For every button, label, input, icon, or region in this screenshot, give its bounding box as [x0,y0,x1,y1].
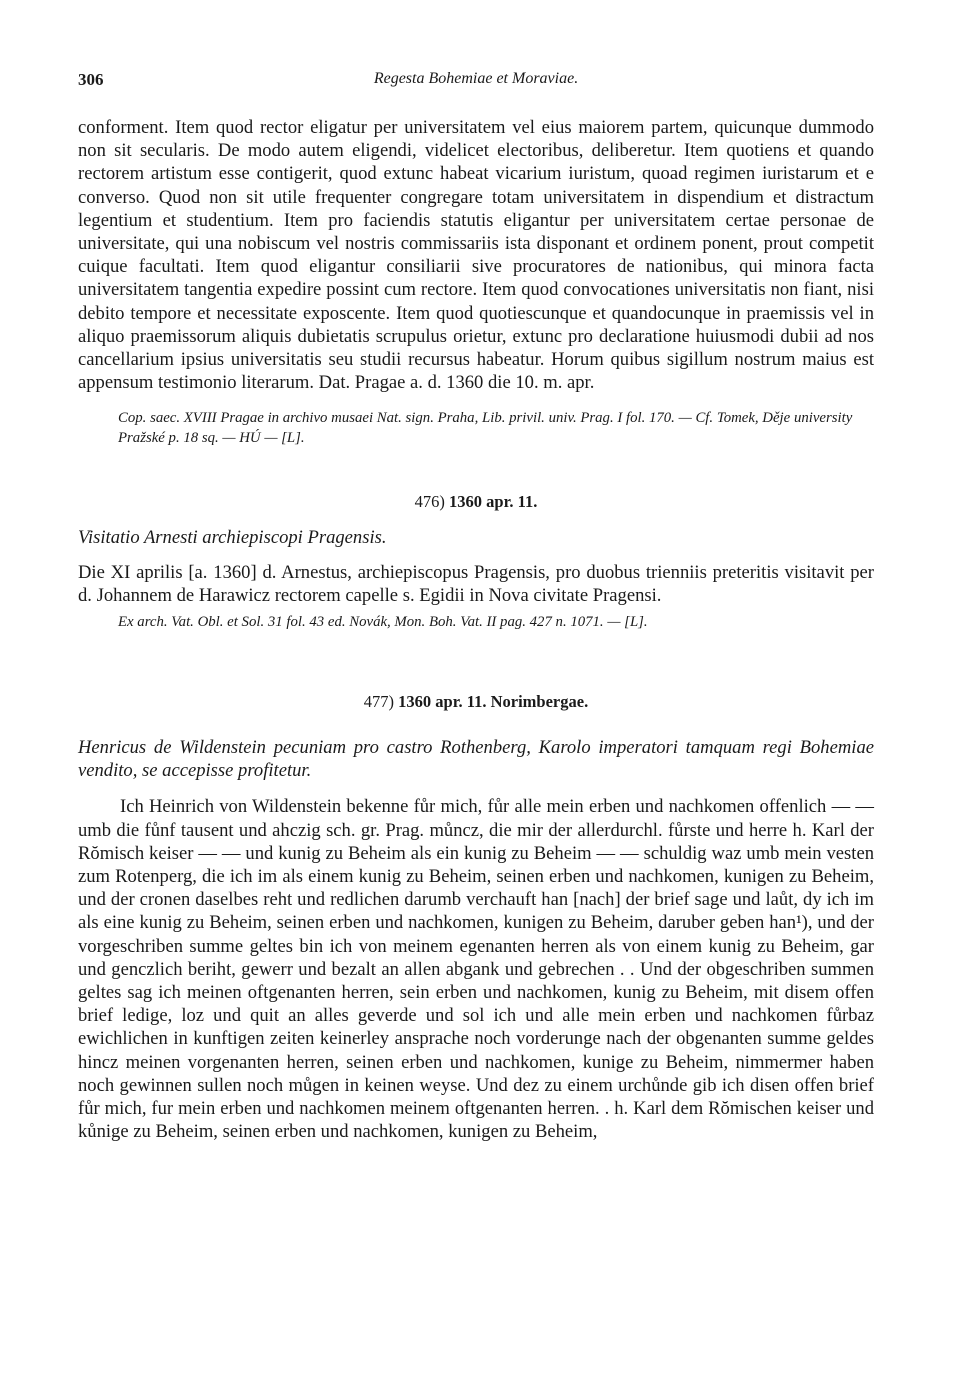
previous-document-text: conforment. Item quod rector eligatur per universitatem vel eius maiorem partem, quicunque dummodo non sit secularis. De modo autem eligendi, videlicet electoribus, deliberetur. Item quotiens et quando rectorem artistum esse contigerit, quod extunc habeat vicarium iuristum, quoad regimen iuristarum et e converso. Quod non sit utile frequenter congregare totam universitatem in dispendium et distractum legentium et studentium. Item pro faciendis statutis eligantur per universitatem certae personae de universitate, qui una nobiscum vel nostris commissariis ista disponant et ordinem ponent, prout competit cuique facultati. Item quod eligantur consiliarii sive procuratores de nationibus, qui minora facta universitatem tangentia expedire possint cum rectore. Item quod convocationes universitatis non fiant, nisi debito tempore et necessitate exposcente. Item quod quotiescunque et quandocunque in praemissis vel in aliquo praemissorum aliquis dubietatis scrupulus orietur, extunc pro declaratione huiusmodi dubii ad nos cancellarium ipsius universitatis seu studii recursus habeatur. Horum quibus sigillum nostrum maius est appensum testimonio literarum. Dat. Pragae a. d. 1360 die 10. m. apr. [78,117,874,394]
doc-476-source: Ex arch. Vat. Obl. et Sol. 31 fol. 43 ed. Novák, Mon. Boh. Vat. II pag. 427 n. 1071. — [L]. [118,614,648,631]
doc-477-regest: Henricus de Wildenstein pecuniam pro castro Rothenberg, Karolo imperatori tamquam regi Bohemiae vendito, se accepisse profitetur. [78,737,874,782]
doc-477-heading [78,692,874,712]
doc-477-number: 477) [363,692,395,712]
doc-476-text: Die XI aprilis [a. 1360] d. Arnestus, archiepiscopus Pragensis, pro duobus trienniis preteritis visitavit per d. Johannem de Harawicz rectorem capelle s. Egidii in Nova civitate Pragensi. [78,561,874,606]
doc-476-heading [78,492,874,512]
doc-476-date: 1360 apr. 11. [449,492,538,512]
doc-476-number: 476) [414,492,445,512]
page-header [78,70,874,94]
doc-476-regest: Visitatio Arnesti archiepiscopi Pragensis. [78,527,387,549]
main-content [78,116,874,1144]
doc-477-text: Ich Heinrich von Wildenstein bekenne fůr mich, fůr alle mein erben und nachkomen offenlich — — umb die fůnf tausent und ahczig sch. gr. Prag. můncz, die mir der allerdurchl. fůrste und herre h. Karl der Rŏmisch keiser — — und kunig zu Beheim als ein kunig zu Beheim — — schuldig waz umb mein vesten zum Rotenperg, die ich im als einem kunig zu Beheim, seinen erben und nachkomen, kunigen zu Beheim, und der cronen daselbes reht und redlichen darumb verchauft han [nach] der brief sage und laůt, dy ich im als eine kunig zu Beheim, seinen erben und nachkomen, kunigen zu Beheim, daruber geben han¹), und der vorgeschriben summe geltes bin ich von meinem egenanten herren als von einem kunig zu Beheim, gar und genczlich beriht, gewerr und bezalt an allen abgank und gebrechen . . Und der obgeschriben summen geltes sag ich meinen oftgenanten herren, sein erben und nachkomen, kunig zu Beheim, mit disem offen brief ledige, loz und quit an alles geverde und sol ich und alle mein erben und nachkomen fůrbaz ewichlichen in kunftigen zeiten keinerley ansprache noch vorderunge nach der obgenanten summe geldes hincz meinen vorgenanten herren, seinen erben und nachkomen, kunige zu Beheim, nimmermer haben noch gewinnen sullen noch můgen in keinen weyse. Und dez zu einem urchůnde gib ich disen offen brief fůr mich, fur mein erben und nachkomen meinem oftgenanten herren. . h. Karl dem Rŏmischen keiser und kůnige zu Beheim, seinen erben und nachkomen, kunigen zu Beheim, [78,796,874,1143]
previous-document-source: Cop. saec. XVIII Pragae in archivo musaei Nat. sign. Praha, Lib. privil. univ. Prag. I fol. 170. — Cf. Tomek, Děje university Pražské p. 18 sq. — HÚ — [L]. [118,410,853,447]
running-title: Regesta Bohemiae et Moraviae. [373,70,579,87]
page-number: 306 [78,70,104,89]
doc-477-date: 1360 apr. 11. Norimbergae. [398,692,589,712]
